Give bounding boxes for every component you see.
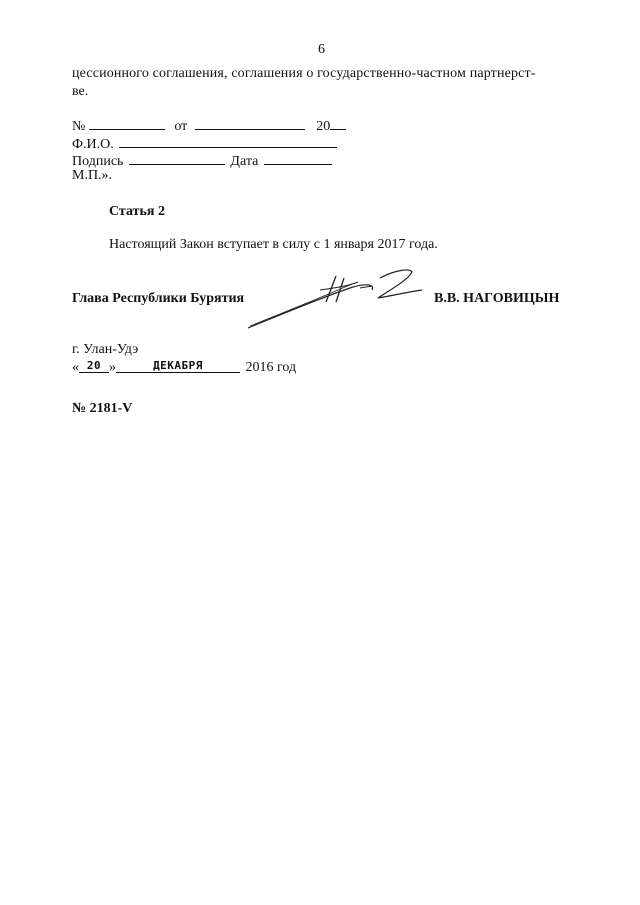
day-field	[79, 360, 109, 373]
number-label: №	[72, 119, 86, 134]
signatory-name: В.В. НАГОВИЦЫН	[434, 291, 560, 306]
day-value: 20	[86, 359, 102, 372]
date-blank	[195, 117, 305, 130]
date-label: Дата	[230, 154, 259, 169]
city: г. Улан-Удэ	[72, 342, 139, 357]
fio-blank	[119, 135, 337, 148]
fio-label: Ф.И.О.	[72, 137, 114, 152]
year-text: 2016 год	[245, 360, 297, 375]
intro-line-1: цессионного соглашения, соглашения о государственно-частном партнерст-	[72, 66, 536, 81]
law-number: № 2181-V	[72, 401, 133, 416]
month-field	[116, 360, 240, 373]
month-value: ДЕКАБРЯ	[153, 359, 203, 372]
date-value-blank	[264, 152, 332, 165]
date-row	[72, 360, 296, 376]
handwritten-signature	[240, 260, 440, 335]
number-blank	[89, 117, 165, 130]
year-prefix: 20	[316, 119, 331, 134]
open-quote: «	[72, 360, 79, 375]
intro-line-2: ве.	[72, 84, 89, 99]
close-quote: »	[109, 360, 116, 375]
page-number: 6	[318, 42, 325, 57]
form-number-row	[72, 117, 346, 135]
form-fio-row	[72, 135, 337, 153]
from-label: от	[174, 119, 188, 134]
year-blank	[330, 117, 346, 130]
signature-blank	[129, 152, 225, 165]
signature-label: Подпись	[72, 154, 124, 169]
mp-label: М.П.».	[72, 168, 113, 183]
signatory-position: Глава Республики Бурятия	[72, 291, 245, 306]
article-text: Настоящий Закон вступает в силу с 1 января 2017 года.	[109, 237, 438, 252]
article-title: Статья 2	[109, 204, 165, 219]
